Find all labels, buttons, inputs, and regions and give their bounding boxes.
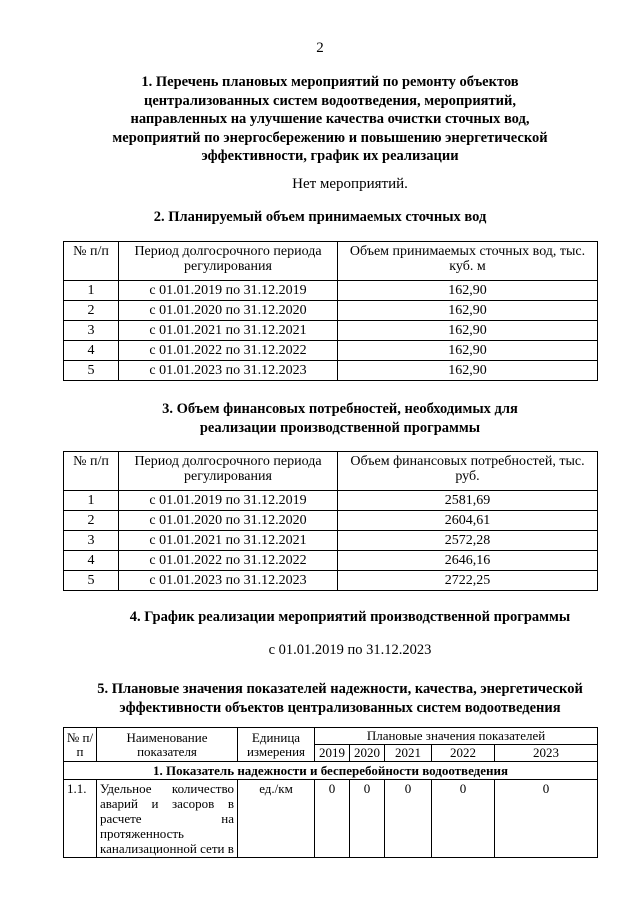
row-value: 2581,69 — [338, 491, 598, 511]
row-value-2019: 0 — [315, 780, 350, 858]
row-number: 5 — [64, 361, 119, 381]
row-number: 4 — [64, 551, 119, 571]
section3-title-line: реализации производственной программы — [199, 420, 481, 436]
table-header-row — [64, 242, 598, 281]
row-value: 2646,16 — [338, 551, 598, 571]
table-row — [64, 511, 598, 531]
section5-title-line: эффективности объектов централизованных систем водоотведения — [119, 700, 561, 716]
table-row — [64, 301, 598, 321]
section1-title-line: эффективности, график их реализации — [201, 148, 459, 164]
section4-title: 4. График реализации мероприятий производственной программы — [129, 609, 571, 625]
section5-title — [60, 680, 620, 718]
row-value-2021: 0 — [385, 780, 432, 858]
row-value: 162,90 — [338, 341, 598, 361]
table-row — [64, 281, 598, 301]
col-header-planned: Плановые значения показателей — [315, 728, 598, 745]
section1-title-line: направленных на улучшение качества очистки сточных вод, — [130, 111, 530, 127]
row-value: 162,90 — [338, 361, 598, 381]
col-header-volume: Объем принимаемых сточных вод, тыс. куб. м — [338, 242, 598, 281]
page-number: 2 — [316, 40, 324, 56]
row-number: 1.1. — [64, 780, 97, 858]
table-row — [64, 531, 598, 551]
row-period: с 01.01.2022 по 31.12.2022 — [119, 341, 338, 361]
table-header-row — [64, 728, 598, 745]
col-header-period: Период долгосрочного периода регулирования — [119, 452, 338, 491]
section4-period: с 01.01.2019 по 31.12.2023 — [268, 642, 432, 658]
row-number: 3 — [64, 321, 119, 341]
row-period: с 01.01.2020 по 31.12.2020 — [119, 511, 338, 531]
section2-title: 2. Планируемый объем принимаемых сточных вод — [153, 209, 487, 225]
row-value: 162,90 — [338, 281, 598, 301]
col-header-year: 2021 — [385, 745, 432, 762]
row-number: 2 — [64, 301, 119, 321]
no-activities-note: Нет мероприятий. — [292, 176, 408, 192]
row-number: 2 — [64, 511, 119, 531]
section1-title-line: централизованных систем водоотведения, мероприятий, — [144, 92, 516, 109]
col-header-number: № п/п — [64, 452, 119, 491]
col-header-unit: Единица измерения — [238, 728, 315, 762]
subsection-title: 1. Показатель надежности и бесперебойности водоотведения — [64, 762, 598, 780]
table-header-row — [64, 452, 598, 491]
col-header-year: 2023 — [495, 745, 598, 762]
table-row — [64, 551, 598, 571]
col-header-financial: Объем финансовых потребностей, тыс. руб. — [338, 452, 598, 491]
row-value: 162,90 — [338, 301, 598, 321]
financial-needs-table — [63, 451, 598, 591]
row-value: 2572,28 — [338, 531, 598, 551]
row-value: 162,90 — [338, 321, 598, 341]
row-number: 4 — [64, 341, 119, 361]
row-period: с 01.01.2019 по 31.12.2019 — [119, 281, 338, 301]
row-unit: ед./км — [238, 780, 315, 858]
row-indicator-name: Удельное количество аварий и засоров в расчете на протяженность канализационной сети в — [97, 780, 238, 858]
col-header-number: № п/п — [64, 242, 119, 281]
section1-title-line: 1. Перечень плановых мероприятий по ремонту объектов — [141, 74, 519, 90]
row-period: с 01.01.2019 по 31.12.2019 — [119, 491, 338, 511]
row-period: с 01.01.2022 по 31.12.2022 — [119, 551, 338, 571]
row-value-2022: 0 — [432, 780, 495, 858]
table-row — [64, 341, 598, 361]
row-period: с 01.01.2021 по 31.12.2021 — [119, 321, 338, 341]
table-row — [64, 361, 598, 381]
section3-title-line: 3. Объем финансовых потребностей, необходимых для — [162, 401, 518, 417]
row-number: 5 — [64, 571, 119, 591]
indicators-table — [63, 727, 598, 858]
row-period: с 01.01.2020 по 31.12.2020 — [119, 301, 338, 321]
row-value: 2604,61 — [338, 511, 598, 531]
wastewater-volume-table — [63, 241, 598, 381]
col-header-year: 2020 — [350, 745, 385, 762]
col-header-year: 2022 — [432, 745, 495, 762]
subsection-row — [64, 762, 598, 780]
col-header-number: № п/п — [64, 728, 97, 762]
col-header-name: Наименование показателя — [97, 728, 238, 762]
row-period: с 01.01.2023 по 31.12.2023 — [119, 361, 338, 381]
col-header-period: Период долгосрочного периода регулирования — [119, 242, 338, 281]
row-value-2020: 0 — [350, 780, 385, 858]
section1-title-line: мероприятий по энергосбережению и повышению энергетической — [112, 129, 548, 146]
table-row — [64, 571, 598, 591]
table-row — [64, 780, 598, 858]
col-header-year: 2019 — [315, 745, 350, 762]
row-value: 2722,25 — [338, 571, 598, 591]
row-value-2023: 0 — [495, 780, 598, 858]
section1-title — [95, 73, 565, 166]
row-period: с 01.01.2023 по 31.12.2023 — [119, 571, 338, 591]
row-number: 1 — [64, 491, 119, 511]
section3-title — [80, 400, 600, 438]
row-number: 3 — [64, 531, 119, 551]
section5-title-line: 5. Плановые значения показателей надежности, качества, энергетической — [97, 681, 583, 697]
table-row — [64, 491, 598, 511]
row-number: 1 — [64, 281, 119, 301]
row-period: с 01.01.2021 по 31.12.2021 — [119, 531, 338, 551]
table-row — [64, 321, 598, 341]
